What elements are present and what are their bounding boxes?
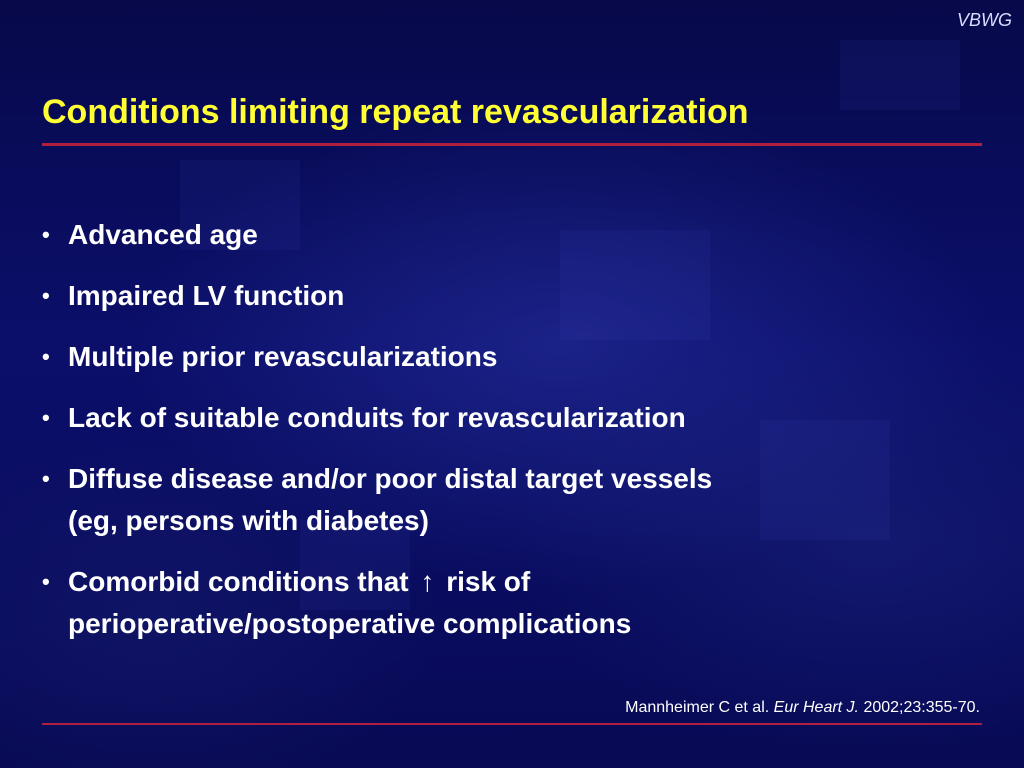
bullet-marker: • xyxy=(42,466,50,491)
citation-journal: Eur Heart J. xyxy=(773,699,859,716)
bullet-text: Lack of suitable conduits for revascularization xyxy=(68,402,686,433)
brand-label: VBWG xyxy=(956,10,1012,30)
up-arrow-icon: ↑ xyxy=(420,566,435,597)
bullet-item xyxy=(42,275,942,317)
bullet-marker: • xyxy=(42,222,50,247)
slide-title: Conditions limiting repeat revascularization xyxy=(42,93,749,131)
bullet-line: perioperative/postoperative complications xyxy=(68,608,632,639)
bullet-marker: • xyxy=(42,344,50,369)
bullet-marker: • xyxy=(42,569,50,594)
citation-details: 2002;23:355-70. xyxy=(863,699,980,716)
bullet-line: Diffuse disease and/or poor distal target vessels xyxy=(68,463,713,494)
title-divider xyxy=(42,143,982,146)
bullet-marker: • xyxy=(42,405,50,430)
citation xyxy=(625,699,980,717)
bullet-text xyxy=(68,561,631,645)
bullet-item xyxy=(42,561,942,645)
bullet-line: risk of xyxy=(446,566,531,597)
bullet-list xyxy=(42,214,942,664)
bullet-text xyxy=(68,458,712,542)
bullet-item xyxy=(42,458,942,542)
citation-authors: Mannheimer C et al. xyxy=(625,699,770,716)
background-tile xyxy=(840,40,960,110)
bullet-text: Multiple prior revascularizations xyxy=(68,341,498,372)
bullet-item xyxy=(42,397,942,439)
bullet-text: Advanced age xyxy=(68,219,258,250)
footer-divider xyxy=(42,723,982,725)
bullet-marker: • xyxy=(42,283,50,308)
bullet-item xyxy=(42,336,942,378)
bullet-item xyxy=(42,214,942,256)
bullet-line: Comorbid conditions that xyxy=(68,566,409,597)
bullet-text: Impaired LV function xyxy=(68,280,345,311)
bullet-line: (eg, persons with diabetes) xyxy=(68,505,429,536)
